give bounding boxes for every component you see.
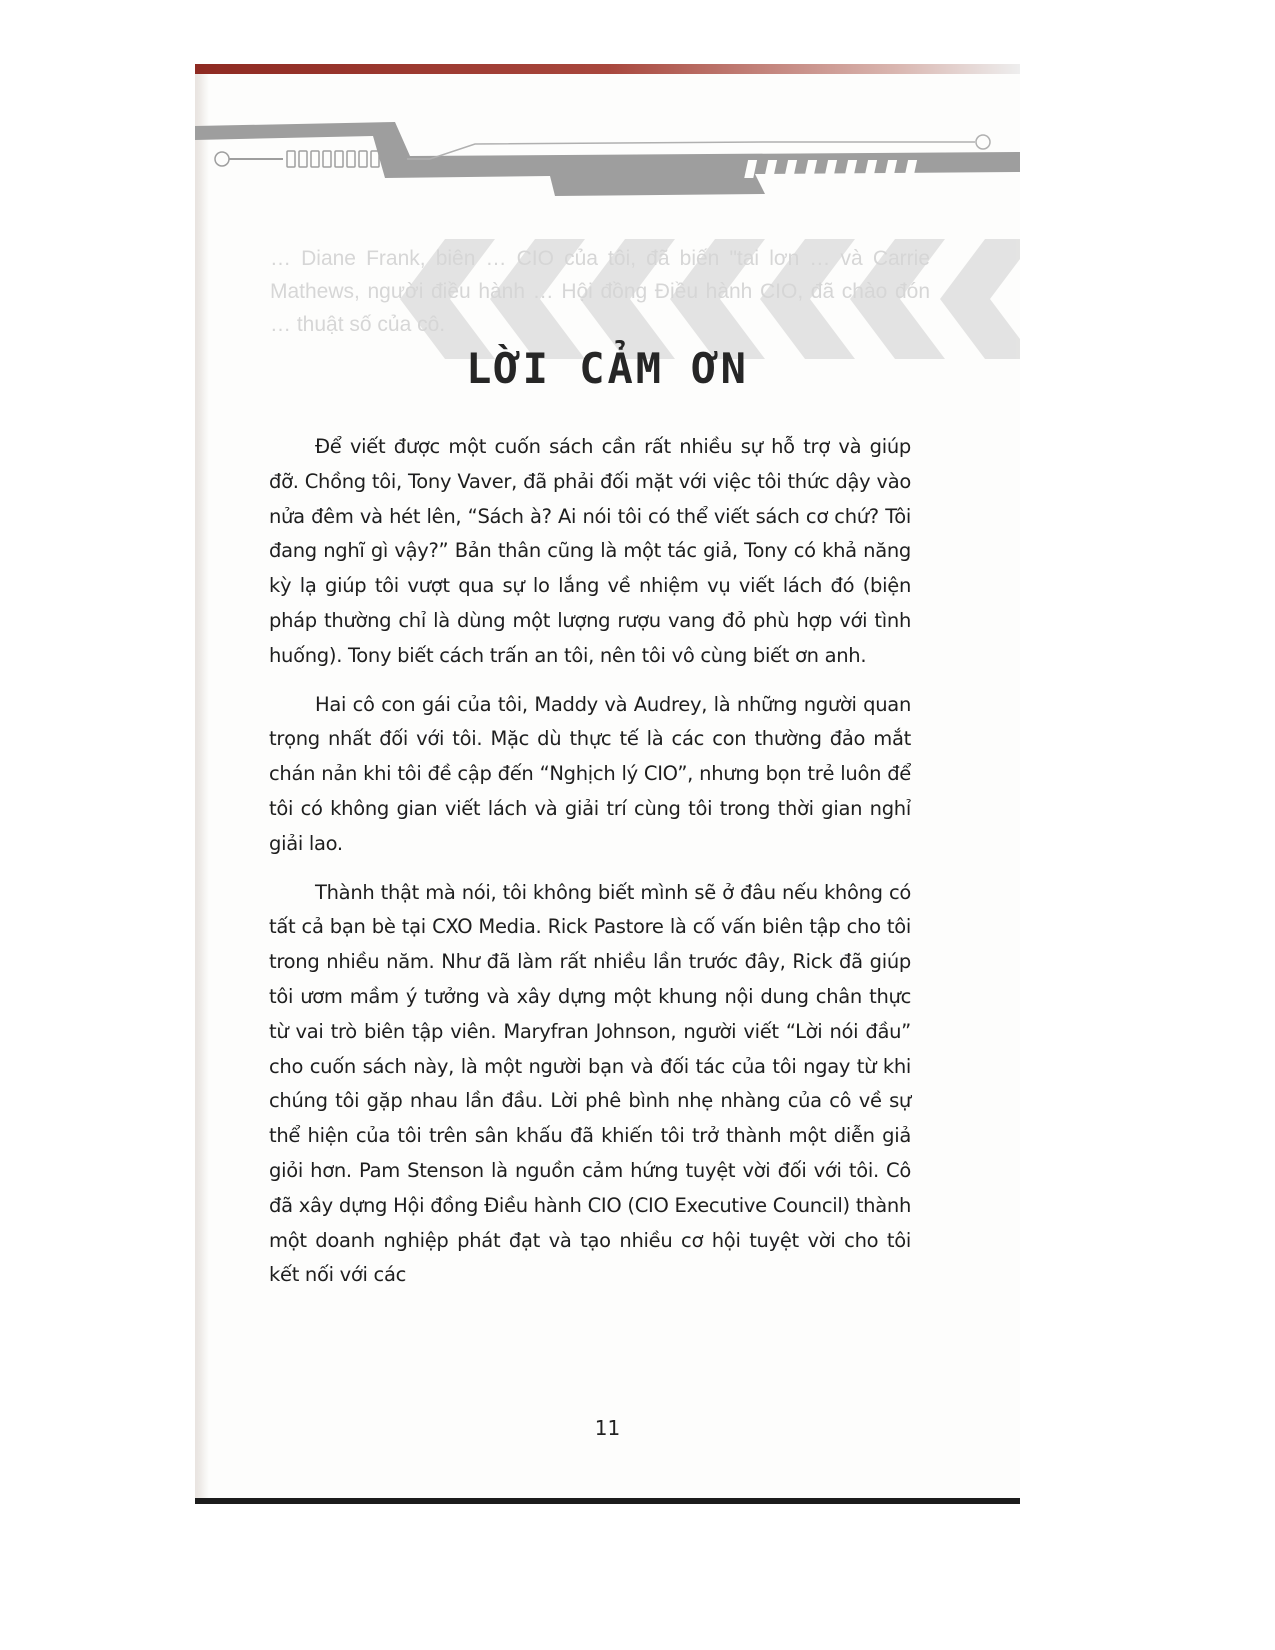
slot-bar-icon	[744, 160, 917, 178]
book-page	[195, 64, 1020, 1504]
page-top-edge	[195, 64, 1020, 74]
page-number: 11	[594, 1416, 621, 1440]
bleed-through-text: … Diane Frank, biên … CIO của tôi, đã biến "tai lơn … và Carrie Mathews, người điều hành … Hội đồng Điều hành CIO, đã chào đón … thuật số của cô.	[270, 247, 930, 336]
chapter-title: LỜI CẢM ƠN	[466, 344, 749, 394]
paragraph: Để viết được một cuốn sách cần rất nhiều sự hỗ trợ và giúp đỡ. Chồng tôi, Tony Vaver, đã phải đối mặt với việc tôi thức dậy vào nửa đêm và hét lên, “Sách à? Ai nói tôi có thể viết sách cơ chứ? Tôi đang nghĩ gì vậy?” Bản thân cũng là một tác giả, Tony có khả năng kỳ lạ giúp tôi vượt qua sự lo lắng về nhiệm vụ viết lách đó (biện pháp thường chỉ là dùng một lượng rượu vang đỏ phù hợp với tình huống). Tony biết cách trấn an tôi, nên tôi vô cùng biết ơn anh.	[269, 435, 911, 667]
paragraph: Hai cô con gái của tôi, Maddy và Audrey, là những người quan trọng nhất đối với tôi. Mặc dù thực tế là các con thường đảo mắt chán nản khi tôi đề cập đến “Nghịch lý CIO”, nhưng bọn trẻ luôn để tôi có không gian viết lách và giải trí cùng tôi trong thời gian nghỉ giải lao.	[269, 692, 911, 855]
circuit-line-icon	[195, 122, 1020, 224]
body-text	[269, 430, 911, 1307]
paragraph: Thành thật mà nói, tôi không biết mình sẽ ở đâu nếu không có tất cả bạn bè tại CXO Media. Rick Pastore là cố vấn biên tập cho tôi trong nhiều năm. Như đã làm rất nhiều lần trước đây, Rick đã giúp tôi ươm mầm ý tưởng và xây dựng một khung nội dung chân thực từ vai trò biên tập viên. Maryfran Johnson, người viết “Lời nói đầu” cho cuốn sách này, là một người bạn và đối tác của tôi ngay từ khi chúng tôi gặp nhau lần đầu. Lời phê bình nhẹ nhàng của cô về sự thể hiện của tôi trên sân khấu đã khiến tôi trở thành một diễn giả giỏi hơn. Pam Stenson là nguồn cảm hứng tuyệt vời đối với tôi. Cô đã xây dựng Hội đồng Điều hành CIO (CIO Executive Council) thành một doanh nghiệp phát đạt và tạo nhiều cơ hội tuyệt vời cho tôi kết nối với các	[269, 880, 911, 1287]
page-bottom-edge	[195, 1498, 1020, 1504]
